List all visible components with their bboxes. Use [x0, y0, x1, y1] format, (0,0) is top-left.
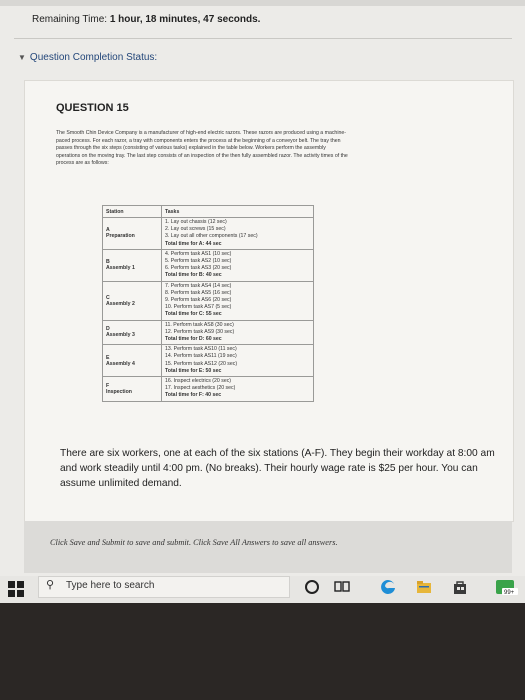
question-completion-status[interactable] [18, 52, 157, 63]
station-cell [103, 345, 162, 377]
station-cell [103, 249, 162, 281]
task-line: 1. Lay out chassis (12 sec) [165, 219, 227, 225]
task-line: 10. Perform task AS7 (5 sec) [165, 304, 232, 311]
station-total: Total time for F: 40 sec [165, 392, 222, 399]
task-line: 11. Perform task AS8 (30 sec) [165, 321, 234, 328]
station-name: Preparation [106, 233, 135, 240]
station-letter: B [106, 259, 110, 266]
table-header-station: Station [103, 206, 162, 218]
cortana-circle-icon[interactable] [304, 579, 320, 595]
top-strip [0, 0, 525, 6]
tasks-cell [162, 281, 314, 320]
station-letter: A [106, 227, 110, 234]
edge-browser-icon[interactable] [380, 579, 396, 595]
station-name: Assembly 1 [106, 265, 135, 272]
search-placeholder[interactable]: Type here to search [66, 580, 155, 591]
table-row [103, 320, 314, 345]
station-total: Total time for C: 55 sec [165, 311, 222, 318]
station-total: Total time for E: 50 sec [165, 367, 222, 374]
badge-count: 99+ [504, 590, 515, 595]
station-total: Total time for D: 60 sec [165, 336, 222, 343]
task-line: 4. Perform task AS1 (10 sec) [165, 250, 232, 257]
station-name: Inspection [106, 388, 132, 395]
table-header-tasks: Tasks [162, 206, 314, 218]
station-cell [103, 320, 162, 345]
file-explorer-icon[interactable] [416, 579, 432, 595]
tasks-cell [162, 345, 314, 377]
task-line: 13. Perform task AS10 (11 sec) [165, 346, 237, 353]
laptop-bezel [0, 603, 525, 700]
question-intro: The Smooth Chin Device Company is a manufacturer of high-end electric razors. These razors are produced using a machine-paced process. For each razor, a tray with components enters the process at the beginning of a conveyor belt. The tray then passes through the six steps (consisting of various tasks) explained in the table below. Workers perform the assembly operations on the moving tray. The last step consists of an inspection of the then fully assembled razor. The activity times of the process are as follows: [56, 130, 348, 167]
tasks-cell [162, 377, 314, 402]
station-cell [103, 218, 162, 250]
question-paragraph: There are six workers, one at each of the six stations (A-F). They begin their workday at 8:00 am and work steadily until 4:00 pm. (No breaks). Their hourly wage rate is $25 per hour. You can assume unlimited demand. [60, 448, 495, 489]
station-name: Assembly 4 [106, 360, 135, 367]
station-table [102, 205, 314, 402]
notification-badge-icon[interactable] [494, 579, 518, 595]
tasks-cell [162, 218, 314, 250]
task-line: 5. Perform task AS2 (10 sec) [165, 258, 232, 265]
task-line: 17. Inspect aesthetics (20 sec) [165, 385, 236, 392]
station-name: Assembly 2 [106, 300, 135, 307]
remaining-time-value: 1 hour, 18 minutes, 47 seconds. [109, 14, 261, 25]
task-line: 12. Perform task AS9 (30 sec) [165, 328, 235, 335]
task-line: 16. Inspect electrics (20 sec) [165, 378, 232, 385]
table-row [103, 377, 314, 402]
station-total: Total time for A: 44 sec [165, 240, 222, 247]
task-line: 3. Lay out all other components (17 sec) [165, 233, 258, 240]
table-row [103, 249, 314, 281]
table-row [103, 281, 314, 320]
tasks-cell [162, 249, 314, 281]
tasks-cell [162, 320, 314, 345]
task-line: 6. Perform task AS3 (20 sec) [165, 265, 232, 272]
station-letter: E [106, 354, 110, 361]
task-view-icon[interactable] [334, 579, 350, 595]
station-cell [103, 377, 162, 402]
station-total: Total time for B: 40 sec [165, 272, 222, 279]
task-line: 2. Lay out screws (15 sec) [165, 226, 226, 233]
remaining-time [32, 14, 260, 25]
task-line: 14. Perform task AS11 (19 sec) [165, 353, 237, 360]
station-letter: F [106, 382, 110, 389]
instruction-bar [24, 521, 512, 573]
task-line: 7. Perform task AS4 (14 sec) [165, 282, 232, 289]
remaining-time-label: Remaining Time: [32, 14, 108, 25]
task-line: 8. Perform task AS5 (16 sec) [165, 289, 232, 296]
save-instruction: Click Save and Submit to save and submit. Click Save All Answers to save all answers. [50, 538, 338, 547]
expand-arrow-icon[interactable]: ▼ [18, 53, 26, 62]
store-icon[interactable] [452, 579, 468, 595]
task-line: 9. Perform task AS6 (20 sec) [165, 297, 232, 304]
divider [14, 38, 512, 39]
windows-logo-icon[interactable] [8, 581, 24, 597]
station-letter: C [106, 294, 110, 301]
search-icon: ⚲ [46, 579, 55, 591]
table-row [103, 345, 314, 377]
station-name: Assembly 3 [106, 332, 135, 339]
table-row [103, 218, 314, 250]
completion-status-label[interactable]: Question Completion Status: [29, 52, 158, 63]
station-cell [103, 281, 162, 320]
task-line: 15. Perform task AS12 (20 sec) [165, 360, 238, 367]
question-title: QUESTION 15 [56, 102, 129, 114]
station-letter: D [106, 326, 110, 333]
